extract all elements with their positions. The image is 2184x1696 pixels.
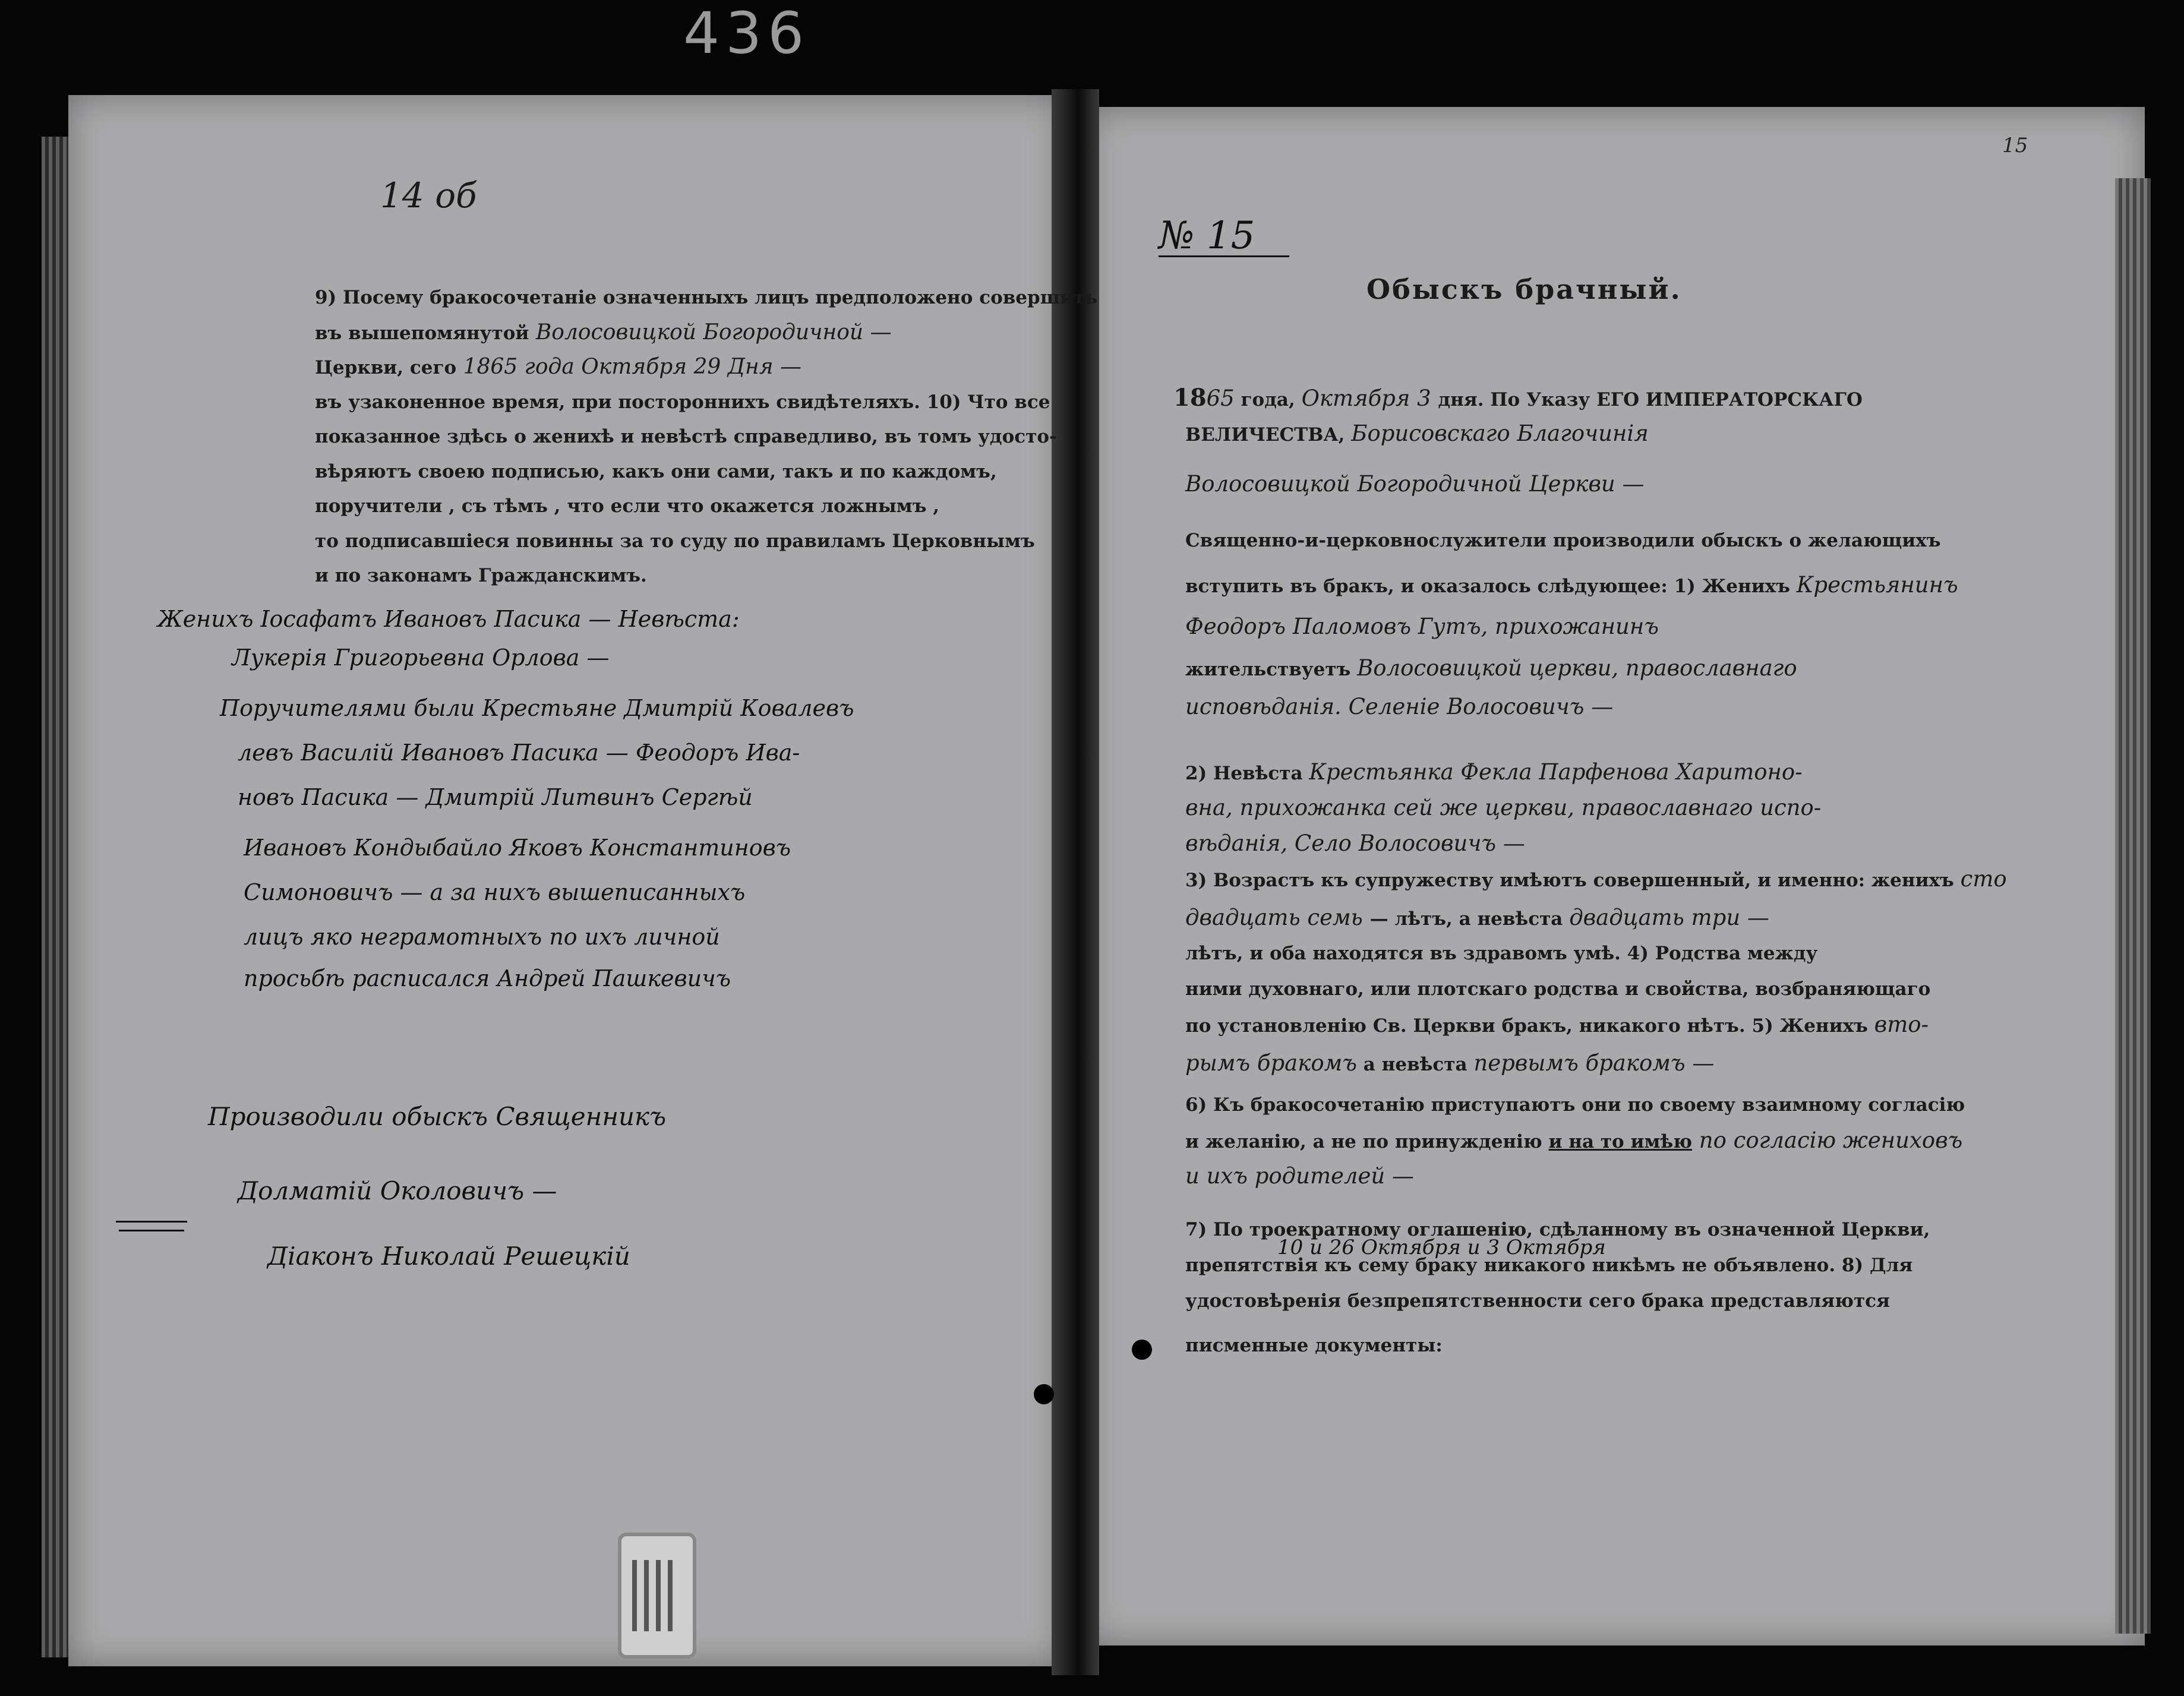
printed-text: 2) Невѣста xyxy=(1185,763,1309,784)
form-line xyxy=(1185,1161,1414,1192)
handwritten-insert: Крестьянка Фекла Парфенова Харитоно- xyxy=(1309,759,1803,785)
handwritten-insert: 1865 года Октября 29 Дня — xyxy=(456,355,802,379)
printed-text: лѣтъ, и оба находятся въ здравомъ умѣ. 4) Родства между xyxy=(1185,943,1818,964)
form-line xyxy=(1185,864,2007,895)
signature-line: Производили обыскъ Священникъ xyxy=(208,1102,667,1131)
form-line xyxy=(1185,939,1817,968)
printed-text: года, xyxy=(1234,389,1302,410)
handwritten-insert: Крестьянинъ xyxy=(1796,572,1958,598)
left-page-edges xyxy=(42,137,71,1657)
right-page-edges xyxy=(2115,178,2151,1634)
record-number xyxy=(1159,214,1289,257)
handwritten-insert: 3 xyxy=(1417,386,1438,411)
signature-flourish xyxy=(116,1221,187,1223)
handwritten-insert: Октября xyxy=(1301,386,1418,411)
printed-text: въ узаконенное время, при постороннихъ свидѣтеляхъ. 10) Что все xyxy=(315,391,1050,413)
left-printed-line xyxy=(315,488,1058,525)
handwritten-insert: сто xyxy=(1960,866,2007,892)
printed-text: вѣряютъ своею подписью, какъ они сами, такъ и по каждомъ, xyxy=(315,460,997,482)
handwritten-insert: Борисовскаго Благочинія xyxy=(1351,421,1649,446)
printed-text: вступить въ бракъ, и оказалось слѣдующее: 1) Женихъ xyxy=(1185,576,1797,597)
printed-text: 3) Возрастъ къ супружеству имѣютъ совершенный, и именно: женихъ xyxy=(1185,870,1961,891)
printed-text: — лѣтъ, а невѣста xyxy=(1369,908,1570,930)
printed-text: дня. По Указу ЕГО ИМПЕРАТОРСКАГО xyxy=(1438,389,1863,410)
record-number-text: № 15 xyxy=(1159,214,1255,258)
handwritten-insert: рымъ бракомъ xyxy=(1185,1050,1357,1076)
handwritten-insert: Волосовицкой Богородичной Церкви — xyxy=(1185,471,1645,497)
handwritten-line: Женихъ Іосафатъ Ивановъ Пасика — Невѣста: xyxy=(157,606,740,632)
handwritten-line: новъ Пасика — Дмитрій Литвинъ Сергѣй xyxy=(238,784,753,810)
left-printed-line xyxy=(315,418,1058,455)
printed-text: 6) Къ бракосочетанію приступаютъ они по своему взаимному согласію xyxy=(1185,1094,1965,1116)
handwritten-insert: 65 xyxy=(1206,386,1235,411)
left-printed-line xyxy=(315,557,1058,594)
form-line xyxy=(1185,469,1644,500)
printed-text: показанное здѣсь о женихѣ и невѣстѣ справедливо, въ томъ удосто- xyxy=(315,426,1057,447)
left-printed-line xyxy=(315,349,1058,386)
printed-text: 7) По троекратному оглашенію, сдѣланному въ означенной Церкви, xyxy=(1185,1219,1930,1240)
ink-dot xyxy=(1034,1384,1054,1404)
form-line xyxy=(1185,974,1930,1004)
handwritten-line: Поручителями были Крестьяне Дмитрій Ковалевъ xyxy=(220,695,854,721)
form-line xyxy=(1185,526,1941,555)
signature-line: Діаконъ Николай Решецкій xyxy=(267,1242,630,1271)
signature-flourish xyxy=(119,1230,184,1231)
form-line xyxy=(1185,612,1659,643)
form-line xyxy=(1173,383,1863,415)
printed-text: Священно-и-церковнослужители производили обыскъ о желающихъ xyxy=(1185,530,1941,551)
signature-line: Долматій Околовичъ — xyxy=(238,1176,557,1205)
handwritten-line: Лукерія Григорьевна Орлова — xyxy=(232,645,610,671)
handwritten-insert: Феодоръ Паломовъ Гутъ, прихожанинъ xyxy=(1185,614,1659,639)
handwritten-insert: двадцать семь xyxy=(1185,905,1370,930)
form-line xyxy=(1185,903,1769,934)
right-page-number: 15 xyxy=(2002,134,2028,157)
left-printed-line xyxy=(315,453,1058,490)
printed-text: 9) Посему бракосочетаніе означенныхъ лицъ предположено совершить xyxy=(315,287,1098,308)
handwritten-insert: вто- xyxy=(1874,1012,1929,1037)
banns-dates-handwritten: 10 и 26 Октября и 3 Октября xyxy=(1277,1236,1606,1259)
document-title: Обыскъ брачный. xyxy=(1366,273,1682,305)
printed-text: и желанію, а не по принужденію xyxy=(1185,1131,1549,1152)
left-page-number: 14 об xyxy=(380,175,477,216)
form-line xyxy=(1185,1090,1965,1120)
printed-text: поручители , съ тѣмъ , что если что окажется ложнымъ , xyxy=(315,495,940,517)
printed-text: а невѣста xyxy=(1356,1054,1474,1075)
handwritten-insert: Волосовицкой Богородичной — xyxy=(529,320,892,345)
left-printed-line xyxy=(315,523,1058,560)
printed-text: и на то имѣю xyxy=(1548,1131,1693,1152)
left-printed-line xyxy=(315,279,1098,316)
handwritten-insert: и ихъ родителей — xyxy=(1185,1163,1414,1189)
handwritten-insert: двадцать три — xyxy=(1569,905,1769,930)
printed-text: въ вышепомянутой xyxy=(315,322,529,344)
form-line xyxy=(1185,1331,1443,1360)
printed-text: удостовѣренія безпрепятственности сего брака представляются xyxy=(1185,1290,1890,1312)
printed-text: 18 xyxy=(1173,384,1207,412)
printed-text: ними духовнаго, или плотскаго родства и свойства, возбраняющаго xyxy=(1185,978,1931,1000)
printed-text: то подписавшіеся повинны за то суду по правиламъ Церковнымъ xyxy=(315,530,1035,552)
handwritten-line: просьбѣ расписался Андрей Пашкевичъ xyxy=(244,965,731,991)
form-line xyxy=(1185,1010,1929,1041)
handwritten-line: лицъ яко неграмотныхъ по ихъ личной xyxy=(244,924,720,950)
printed-text: жительствуетъ xyxy=(1185,659,1358,680)
printed-text: Церкви, сего xyxy=(315,357,457,378)
handwritten-insert: первымъ бракомъ — xyxy=(1473,1050,1715,1076)
handwritten-insert: вѣданія, Село Волосовичъ — xyxy=(1185,830,1525,856)
binder-clip xyxy=(618,1533,696,1659)
form-line xyxy=(1185,692,1613,723)
printed-text: писменные документы: xyxy=(1185,1335,1443,1356)
printed-text: и по законамъ Гражданскимъ. xyxy=(315,565,647,586)
handwritten-line: левъ Василій Ивановъ Пасика — Феодоръ Ива- xyxy=(238,740,800,766)
form-line xyxy=(1185,1048,1714,1079)
handwritten-insert: Волосовицкой церкви, православнаго xyxy=(1357,655,1797,681)
book-spine xyxy=(1052,89,1099,1675)
printed-text: по установленію Св. Церкви бракъ, никакого нѣтъ. 5) Женихъ xyxy=(1185,1015,1874,1037)
handwritten-insert: исповѣданія. Селеніе Волосовичъ — xyxy=(1185,694,1614,719)
form-line xyxy=(1185,570,1958,601)
form-line xyxy=(1185,653,1797,684)
handwritten-insert: по согласію жениховъ xyxy=(1692,1127,1963,1153)
handwritten-insert: вна, прихожанка сей же церкви, православнаго испо- xyxy=(1185,795,1822,820)
printed-text: ВЕЛИЧЕСТВА, xyxy=(1185,424,1352,446)
left-printed-line xyxy=(315,314,1058,352)
form-line xyxy=(1185,757,1803,788)
handwritten-line: Ивановъ Кондыбайло Яковъ Константиновъ xyxy=(244,835,791,861)
ink-dot xyxy=(1132,1340,1152,1360)
form-line xyxy=(1185,829,1525,860)
form-line xyxy=(1185,793,1821,824)
printed-text: препятствія къ сему браку никакого никѣмъ не объявлено. 8) Для xyxy=(1185,1255,1913,1276)
left-printed-line xyxy=(315,384,1058,421)
form-line xyxy=(1185,1286,1890,1316)
form-line xyxy=(1185,1126,1962,1157)
form-line xyxy=(1185,419,1649,450)
handwritten-line: Симоновичъ — а за нихъ вышеписанныхъ xyxy=(244,879,746,905)
frame-number: 436 xyxy=(683,0,810,67)
